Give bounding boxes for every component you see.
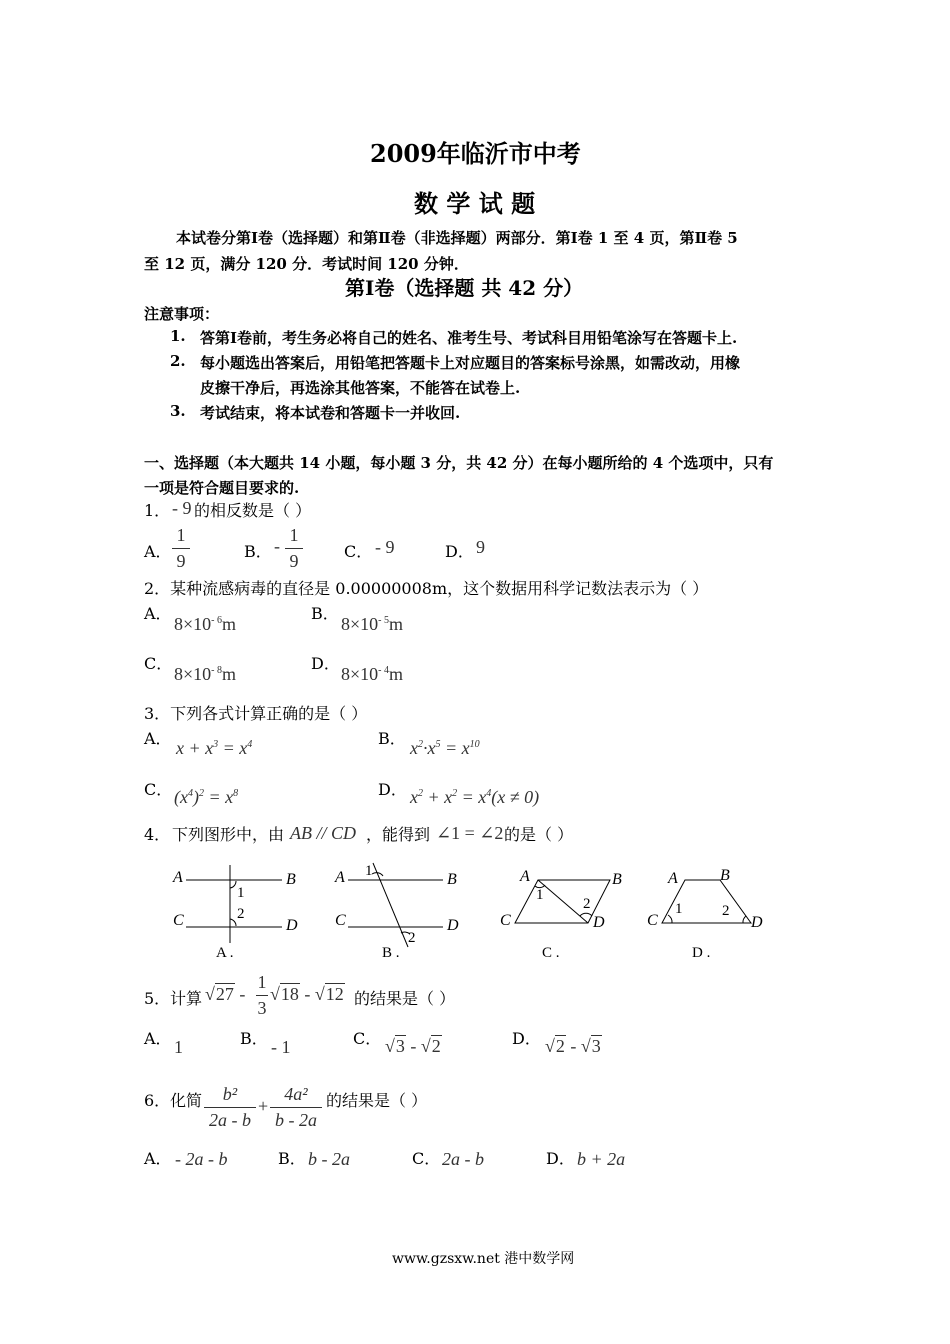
fig-d-label-b: B xyxy=(720,867,730,884)
q5-option-c-value: √3 - √2 xyxy=(385,1036,441,1056)
fig-b-label-c: C xyxy=(335,912,346,929)
q3-b-x: x xyxy=(410,738,418,758)
q6-option-a-value: - 2a - b xyxy=(175,1149,228,1169)
q3-b-exp3: 10 xyxy=(469,739,480,750)
q1-b-numerator: 1 xyxy=(289,525,299,545)
q6-option-d-value: b + 2a xyxy=(577,1149,626,1169)
q3-a-exp1: 3 xyxy=(213,739,219,750)
q1-a-numerator: 1 xyxy=(176,525,186,545)
fig-b-label-a: A xyxy=(335,869,345,886)
q3-d-exp1: 2 xyxy=(418,788,423,799)
q5-c-radicand-2: 2 xyxy=(431,1036,441,1056)
q3-b-dot: ·x xyxy=(423,738,436,758)
q2-option-d-value xyxy=(341,664,403,685)
q3-b-exp2: 5 xyxy=(435,739,441,750)
q3-c-close: ) xyxy=(192,787,199,807)
q3-option-b-label: B． xyxy=(378,729,406,748)
q5-d-radicand-2: 3 xyxy=(591,1036,601,1056)
q3-d-x: x xyxy=(410,787,418,807)
q6-option-b-value: b - 2a xyxy=(308,1149,350,1169)
fig-b-label-d: D xyxy=(447,917,459,934)
fig-c-label-b: B xyxy=(612,871,622,888)
q5-num: 5． xyxy=(144,989,171,1008)
q6-fraction-1 xyxy=(204,1084,256,1131)
q5-d-minus: - xyxy=(565,1036,581,1056)
q4-figure-d xyxy=(647,867,763,961)
q5-d-radicand-1: 2 xyxy=(555,1036,565,1056)
q5-minus-2: - xyxy=(299,984,315,1004)
fig-c-label-d: D xyxy=(593,914,605,931)
fig-a-angle-1: 1 xyxy=(237,885,245,901)
q3-option-d-label: D． xyxy=(378,780,407,799)
notes-heading: 注意事项： xyxy=(144,305,220,323)
q4-text-1: 下列图形中，由 xyxy=(172,825,285,844)
q3-b-exp1: 2 xyxy=(418,739,423,750)
q3-option-b-expr xyxy=(410,738,480,759)
q3-a-lhs: x + x xyxy=(176,738,214,758)
q3-c-rhs: = x xyxy=(203,787,234,807)
q5-fraction xyxy=(256,972,268,1019)
q1-option-c-value: - 9 xyxy=(375,537,395,557)
q5-frac-denominator: 3 xyxy=(257,998,267,1018)
q2-c-exp: - 8 xyxy=(211,665,222,676)
part1-intro-2: 一项是符合题目要求的. xyxy=(144,479,300,497)
q3-option-a-label: A． xyxy=(144,729,172,748)
q6-option-a-label: A． xyxy=(144,1149,172,1168)
q1-option-a-fraction xyxy=(172,525,190,572)
note-1-num: 1. xyxy=(170,327,186,345)
section-title: 第Ⅰ卷（选择题 共 42 分） xyxy=(345,276,584,300)
q3-d-exp2: 2 xyxy=(452,788,458,799)
q2-d-base: 8×10 xyxy=(341,664,379,684)
q5-text-2: 的结果是（ ） xyxy=(354,989,456,1008)
q3-option-d-expr xyxy=(410,787,539,808)
q5-c-radicand-1: 3 xyxy=(395,1036,405,1056)
q5-option-b-value: - 1 xyxy=(271,1037,291,1057)
fig-a-label-a: A xyxy=(173,869,183,886)
q3-b-rhs: = x xyxy=(440,738,470,758)
q1-option-c-label: C． xyxy=(344,542,373,561)
q6-f1-numerator: b² xyxy=(222,1084,238,1104)
q3-d-exp3: 4 xyxy=(486,788,492,799)
q2-c-unit: m xyxy=(222,664,237,684)
fig-b-caption: B . xyxy=(382,945,400,961)
q6-option-d-label: D． xyxy=(546,1149,575,1168)
q2-text: 2．某种流感病毒的直径是 0.00000008m，这个数据用科学记数法表示为（ ） xyxy=(144,579,709,598)
fig-a-label-d: D xyxy=(286,917,298,934)
part1-intro-1: 一、选择题（本大题共 14 小题，每小题 3 分，共 42 分）在每小题所给的 4 个选项中，只有 xyxy=(144,454,774,472)
q5-option-d-label: D． xyxy=(512,1029,541,1048)
q5-frac-numerator: 1 xyxy=(257,972,267,992)
q3-a-exp2: 4 xyxy=(247,739,253,750)
fig-c-caption: C . xyxy=(542,945,560,961)
q4-angles: ∠1 = ∠2 xyxy=(436,823,504,843)
q2-a-base: 8×10 xyxy=(174,614,212,634)
q4-text-3: 的是（ ） xyxy=(504,825,574,844)
fig-c-angle-2: 2 xyxy=(583,896,591,912)
q6-f2-denominator: b - 2a xyxy=(275,1110,317,1130)
q2-c-base: 8×10 xyxy=(174,664,212,684)
q3-option-a-expr xyxy=(176,738,252,759)
fig-c-label-a: A xyxy=(520,868,530,885)
q1-option-a-label: A． xyxy=(144,542,172,561)
q3-d-rhs: = x xyxy=(457,787,487,807)
q4-text-2: ，能得到 xyxy=(366,825,431,844)
fig-c-angle-1: 1 xyxy=(536,887,544,903)
q5-expr-left: √27 - xyxy=(205,984,246,1004)
fig-d-label-d: D xyxy=(751,914,763,931)
q1-option-d-value: 9 xyxy=(476,537,485,557)
q3-d-condition: (x ≠ 0) xyxy=(491,787,540,807)
q2-option-b-label: B． xyxy=(311,604,339,623)
q5-option-a-value: 1 xyxy=(174,1037,183,1057)
q2-d-unit: m xyxy=(389,664,404,684)
q5-option-b-label: B． xyxy=(240,1029,268,1048)
fig-a-label-c: C xyxy=(173,912,184,929)
note-2-text-cont: 皮擦干净后，再选涂其他答案，不能答在试卷上. xyxy=(200,379,521,397)
q5-minus-1: - xyxy=(234,984,246,1004)
q4-condition: AB // CD xyxy=(290,823,356,843)
note-2-num: 2. xyxy=(170,352,186,370)
q5-radicand-1: 27 xyxy=(215,984,234,1004)
q6-num: 6． xyxy=(144,1091,171,1110)
intro-line-1: 本试卷分第Ⅰ卷（选择题）和第Ⅱ卷（非选择题）两部分．第Ⅰ卷 1 至 4 页，第Ⅱ卷 5 xyxy=(176,229,738,247)
q3-option-c-label: C． xyxy=(144,780,173,799)
q3-c-exp2: 2 xyxy=(198,788,204,799)
q1-option-b-label: B． xyxy=(244,542,272,561)
q2-option-c-label: C． xyxy=(144,654,173,673)
fig-a-label-b: B xyxy=(286,871,296,888)
note-3-num: 3. xyxy=(170,402,186,420)
exam-subtitle: 数 学 试 题 xyxy=(414,189,536,218)
q4-figures xyxy=(140,855,780,965)
q2-option-a-value xyxy=(174,614,236,635)
q2-a-exp: - 6 xyxy=(211,615,222,626)
q4-figure-b xyxy=(334,863,459,961)
q4-figure-c xyxy=(500,868,622,961)
q3-d-plus: + x xyxy=(423,787,453,807)
q6-option-b-label: B． xyxy=(278,1149,306,1168)
q1-option-b-sign: - xyxy=(274,536,280,556)
q3-option-c-expr xyxy=(174,787,238,808)
q3-c-exp3: 8 xyxy=(233,788,239,799)
q6-fraction-2 xyxy=(270,1084,322,1131)
q6-plus: + xyxy=(258,1096,269,1116)
fig-c-label-c: C xyxy=(500,912,511,929)
q6-f1-denominator: 2a - b xyxy=(209,1110,251,1130)
fig-d-angle-2: 2 xyxy=(722,903,730,919)
q2-option-c-value xyxy=(174,664,236,685)
q5-option-d-value: √2 - √3 xyxy=(545,1036,601,1056)
q5-text-1: 计算 xyxy=(170,989,203,1008)
q6-text-1: 化简 xyxy=(170,1091,203,1110)
q4-num: 4． xyxy=(144,825,171,844)
q5-option-c-label: C． xyxy=(353,1029,382,1048)
q5-radicand-3: 12 xyxy=(325,984,344,1004)
fig-d-label-a: A xyxy=(668,870,678,887)
q1-option-d-label: D． xyxy=(445,542,474,561)
q2-d-exp: - 4 xyxy=(378,665,389,676)
q2-option-b-value xyxy=(341,614,403,635)
q1-a-denominator: 9 xyxy=(176,551,186,571)
fig-d-angle-1: 1 xyxy=(675,901,683,917)
q6-option-c-label: C． xyxy=(412,1149,441,1168)
q1-text: 的相反数是（ ） xyxy=(194,501,312,520)
q5-option-a-label: A． xyxy=(144,1029,172,1048)
q6-option-c-value: 2a - b xyxy=(442,1149,484,1169)
q3-a-rhs: = x xyxy=(218,738,248,758)
q2-b-base: 8×10 xyxy=(341,614,379,634)
q5-c-minus: - xyxy=(405,1036,421,1056)
q4-figure-a xyxy=(172,865,298,961)
intro-line-2: 至 12 页，满分 120 分．考试时间 120 分钟． xyxy=(144,255,469,273)
fig-b-angle-1: 1 xyxy=(365,863,373,879)
note-2-text: 每小题选出答案后，用铅笔把答题卡上对应题目的答案标号涂黑，如需改动，用橡 xyxy=(200,354,741,372)
q5-expr-right: √18 - √12 xyxy=(270,984,344,1004)
q1-b-denominator: 9 xyxy=(289,551,299,571)
q1-option-b-fraction xyxy=(285,525,303,572)
q6-f2-numerator: 4a² xyxy=(284,1084,308,1104)
q2-b-unit: m xyxy=(389,614,404,634)
q3-c-open: (x xyxy=(174,787,188,807)
fig-b-angle-2: 2 xyxy=(408,930,416,946)
q3-text: 3．下列各式计算正确的是（ ） xyxy=(144,704,368,723)
fig-b-label-b: B xyxy=(447,871,457,888)
q1-num: 1． xyxy=(144,501,171,520)
q2-option-a-label: A． xyxy=(144,604,172,623)
q1-value: - 9 xyxy=(172,498,192,518)
footer-text: www.gzsxw.net 港中数学网 xyxy=(392,1251,575,1267)
q2-b-exp: - 5 xyxy=(378,615,389,626)
fig-d-label-c: C xyxy=(647,912,658,929)
note-1-text: 答第Ⅰ卷前，考生务必将自己的姓名、准考生号、考试科目用铅笔涂写在答题卡上. xyxy=(200,329,738,347)
q5-radicand-2: 18 xyxy=(280,984,299,1004)
note-3-text: 考试结束，将本试卷和答题卡一并收回. xyxy=(200,404,461,422)
q6-text-2: 的结果是（ ） xyxy=(326,1091,428,1110)
q2-a-unit: m xyxy=(222,614,237,634)
exam-title: 2009年临沂市中考 xyxy=(370,139,581,168)
q2-option-d-label: D． xyxy=(311,654,340,673)
fig-d-caption: D . xyxy=(692,945,711,961)
fig-a-angle-2: 2 xyxy=(237,906,245,922)
q3-c-exp1: 4 xyxy=(187,788,193,799)
fig-a-caption: A . xyxy=(216,945,234,961)
